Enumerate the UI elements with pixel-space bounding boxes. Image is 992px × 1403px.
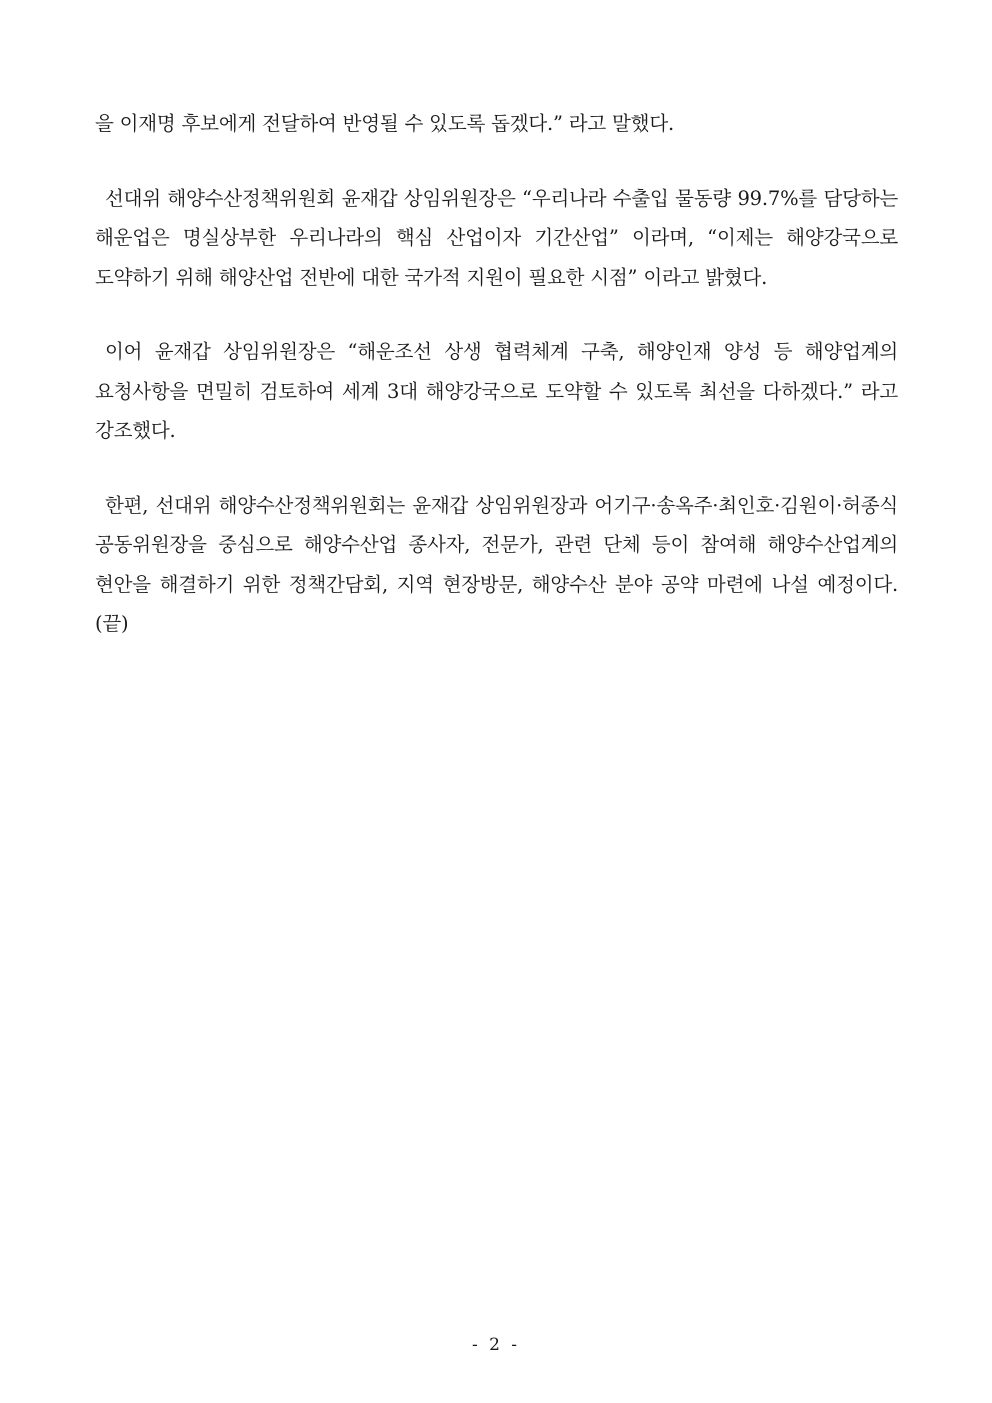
- page-number: - 2 -: [471, 1335, 521, 1355]
- paragraph-committee-plan: 한편, 선대위 해양수산정책위원회는 윤재갑 상임위원장과 어기구·송옥주·최인호·김원이·허종식 공동위원장을 중심으로 해양수산업 종사자, 전문가, 관련 단체 등이 참여해 해양수산업계의 현안을 해결하기 위한 정책간담회, 지역 현장방문, 해양수산 분야 공약 마련에 나설 예정이다. (끝): [95, 493, 898, 635]
- paragraph-continuation: 을 이재명 후보에게 전달하여 반영될 수 있도록 돕겠다.” 라고 말했다.: [95, 112, 674, 135]
- paragraph-chairman-statement: 선대위 해양수산정책위원회 윤재갑 상임위원장은 “우리나라 수출입 물동량 99.7%를 담당하는 해운업은 명실상부한 우리나라의 핵심 산업이자 기간산업” 이라며, “이제는 해양강국으로 도약하기 위해 해양산업 전반에 대한 국가적 지원이 필요한 시점” 이라고 밝혔다.: [95, 186, 898, 289]
- paragraph-chairman-emphasis: 이어 윤재갑 상임위원장은 “해운조선 상생 협력체계 구축, 해양인재 양성 등 해양업계의 요청사항을 면밀히 검토하여 세계 3대 해양강국으로 도약할 수 있도록 최선을 다하겠다.” 라고 강조했다.: [95, 340, 898, 442]
- body-text: [95, 104, 898, 679]
